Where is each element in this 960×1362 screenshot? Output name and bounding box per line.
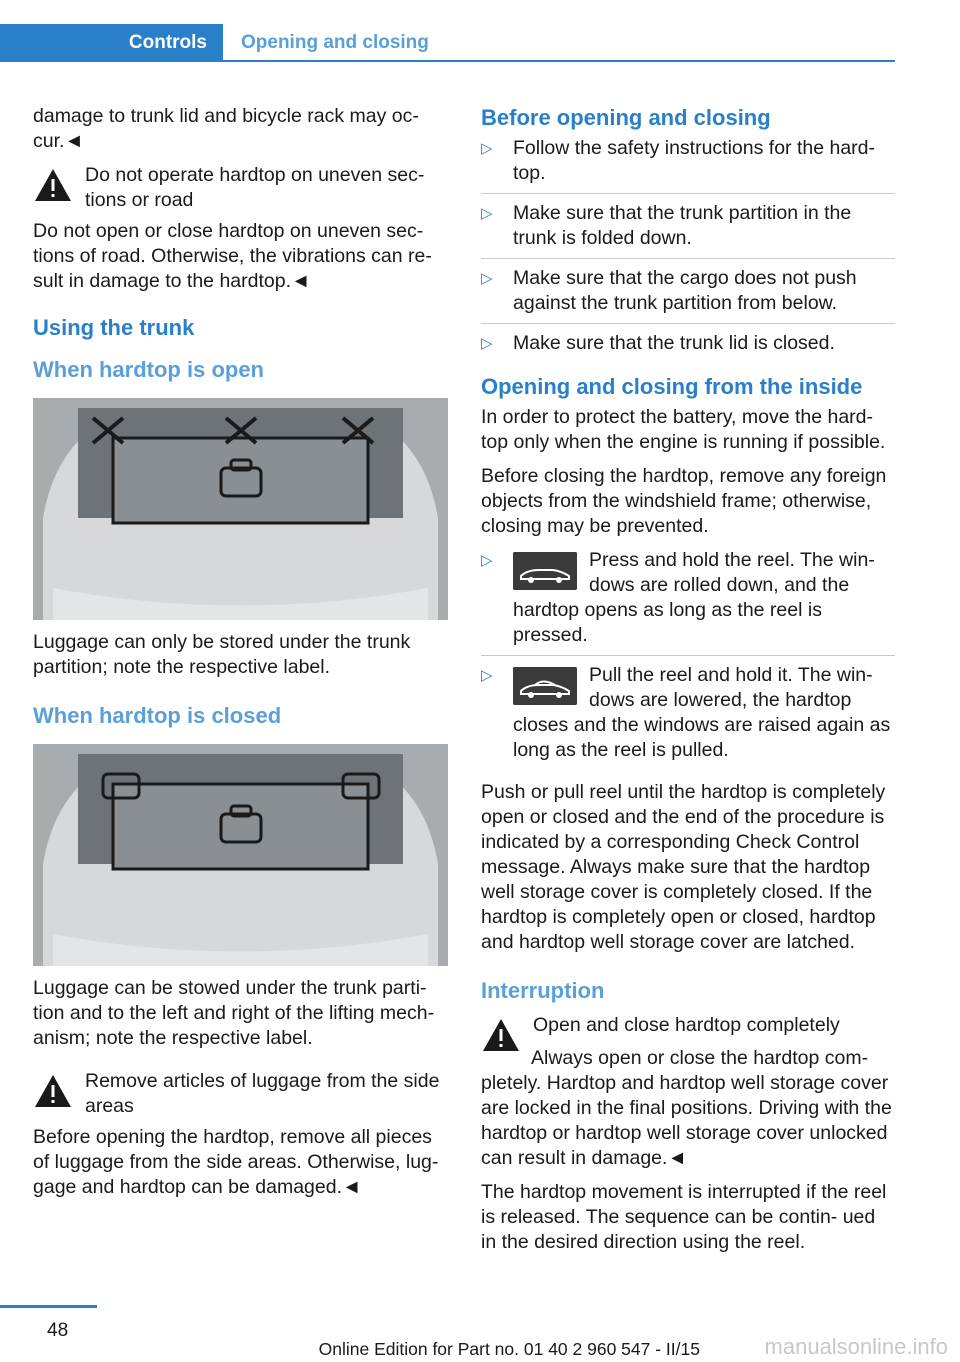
watermark: manualsonline.info [764,1334,948,1359]
paragraph: Push or pull reel until the hardtop is completely open or closed and the end of the procedure is indicated by a corresponding Check Control message. Always make sure that the hardtop well storage cover is completely closed. If the hardtop is completely open or closed, hardtop and hardtop well storage cover are latched. [481,781,886,953]
section-heading: Opening and closing from the inside [481,374,863,399]
bullet-triangle-icon: ▷ [481,270,493,287]
paragraph: In order to protect the battery, move the hard- top only when the engine is running if possible. [481,406,886,453]
list-item-text: Follow the safety instructions for the hard- top. [513,137,875,184]
section-heading: Before opening and closing [481,105,771,130]
warning-triangle-icon [33,1073,73,1109]
subsection-heading: When hardtop is open [33,357,264,382]
paragraph: Luggage can only be stored under the trunk partition; note the respective label. [33,631,411,678]
list-item [481,201,895,259]
list-item-text: Make sure that the cargo does not push against the trunk partition from below. [513,267,857,314]
list-item-text: Pull the reel and hold it. The win- dows are lowered, the hardtop closes and the windows are raised again as long as the reel is pulled. [513,664,891,761]
trunk-closed-image [33,744,448,966]
edition-text: Online Edition for Part no. 01 40 2 960 547 - II/15 [318,1339,700,1359]
list-item-text: Press and hold the reel. The win- dows are rolled down, and the hardtop opens as long as the reel is pressed. [513,549,875,646]
list-item-text: Make sure that the trunk partition in the trunk is folded down. [513,202,852,249]
warning-triangle-icon [481,1017,521,1053]
convertible-open-icon [513,552,577,590]
paragraph: damage to trunk lid and bicycle rack may oc- cur.◄ [33,105,419,152]
paragraph: The hardtop movement is interrupted if the reel is released. The sequence can be contin- ued in the desired direction using the reel. [481,1181,887,1253]
list-item [481,663,895,770]
trunk-open-image [33,398,448,620]
subsection-heading: Interruption [481,978,605,1003]
tab-opening-and-closing[interactable]: Opening and closing [223,24,895,62]
paragraph: Do not open or close hardtop on uneven sec- tions of road. Otherwise, the vibrations can re- sult in damage to the hardtop.◄ [33,220,432,292]
subsection-heading: When hardtop is closed [33,703,282,728]
left-column [33,104,448,1209]
warning-title: Open and close hardtop completely [533,1014,840,1036]
list-item [481,331,895,363]
warning-block [481,1013,895,1038]
bullet-triangle-icon: ▷ [481,205,493,222]
reel-step-list [481,548,895,770]
convertible-close-icon [513,667,577,705]
footer-rule [0,1305,97,1308]
paragraph: Always open or close the hardtop com- pletely. Hardtop and hardtop well storage cover are locked in the final positions. Driving with the hardtop or hardtop well storage cover unlocked can result in damage.◄ [481,1047,892,1169]
warning-block [33,163,448,213]
page-number: 48 [47,1320,69,1341]
list-item-text: Make sure that the trunk lid is closed. [513,332,835,354]
bullet-triangle-icon: ▷ [481,335,493,352]
paragraph: Before opening the hardtop, remove all pieces of luggage from the side areas. Otherwise, lug- gage and hardtop can be damaged.◄ [33,1126,439,1198]
warning-title: Remove articles of luggage from the side areas [85,1070,440,1117]
warning-block [33,1069,448,1119]
bullet-triangle-icon: ▷ [481,140,493,157]
list-item [481,136,895,194]
step-list [481,136,895,363]
paragraph: Luggage can be stowed under the trunk parti- tion and to the left and right of the lifting mech- anism; note the respective label. [33,977,435,1049]
header-tabs [0,24,895,62]
tab-controls[interactable]: Controls [0,24,223,62]
list-item [481,548,895,656]
bullet-triangle-icon: ▷ [481,667,493,684]
right-column [481,104,895,1264]
section-heading: Using the trunk [33,315,195,340]
paragraph: Before closing the hardtop, remove any foreign objects from the windshield frame; otherwise, closing may be prevented. [481,465,887,537]
bullet-triangle-icon: ▷ [481,552,493,569]
list-item [481,266,895,324]
warning-triangle-icon [33,167,73,203]
warning-title: Do not operate hardtop on uneven sec- tions or road [85,164,425,211]
